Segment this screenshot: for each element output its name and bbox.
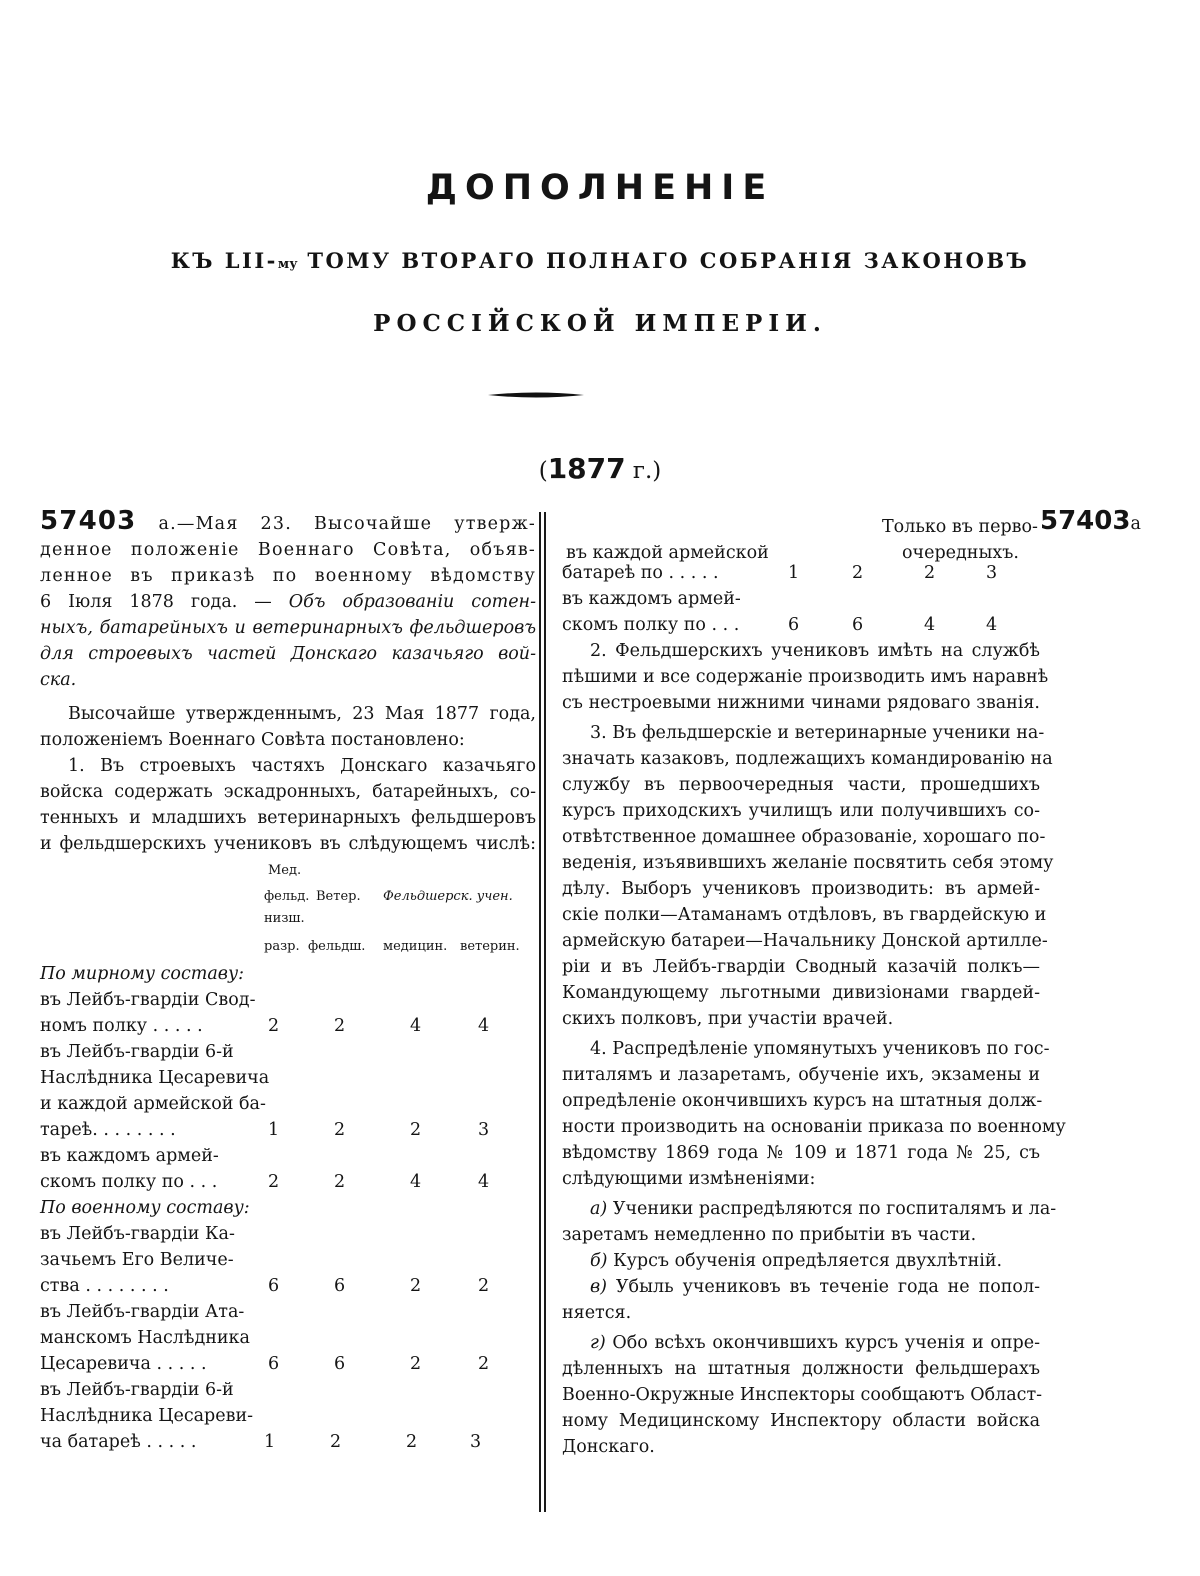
cell-value: 4 xyxy=(986,615,998,635)
row-line xyxy=(40,1429,536,1455)
subtitle-ordinal: му xyxy=(277,257,298,272)
row-line xyxy=(40,1143,536,1169)
entry-heading-line xyxy=(40,508,536,537)
text-line: Высочайше утвержденнымъ, 23 Мая 1877 года, xyxy=(68,704,536,724)
text-line: скихъ полковъ, при участіи врачей. xyxy=(562,1009,894,1029)
row-line xyxy=(40,1351,536,1377)
cell-value: 1 xyxy=(788,563,800,583)
text-line: ска. xyxy=(40,670,77,690)
cell-value: 2 xyxy=(334,1120,346,1140)
text-line xyxy=(40,589,536,615)
item-a xyxy=(562,1196,1057,1248)
row-line xyxy=(40,1377,536,1403)
table-row xyxy=(40,987,536,1039)
text-line: курсъ приходскихъ училищъ или получившихъ со- xyxy=(562,801,1040,821)
left-column xyxy=(40,508,536,1455)
row-line xyxy=(40,1273,536,1299)
text-line: съ нестроевыми нижними чинами рядоваго званія. xyxy=(562,693,1040,713)
cell-value: 4 xyxy=(410,1172,422,1192)
text-span: 6 Іюля 1878 года. — xyxy=(40,592,289,612)
document-subtitle-2: РОССІЙСКОЙ ИМПЕРІИ. xyxy=(373,310,827,337)
cell-value: 3 xyxy=(986,563,998,583)
item-label: в) xyxy=(590,1277,608,1297)
text-line: 2. Фельдшерскихъ учениковъ имѣть на службѣ xyxy=(590,641,1040,661)
row-line xyxy=(40,1013,536,1039)
row-line xyxy=(40,1221,536,1247)
year-open: ( xyxy=(538,458,548,484)
document-subtitle xyxy=(0,248,1200,273)
cell-value: 6 xyxy=(852,615,864,635)
document-title: ДОПОЛНЕНІЕ xyxy=(425,168,775,208)
row-line xyxy=(40,1299,536,1325)
cell-value: 2 xyxy=(410,1276,422,1296)
row-label: манскомъ Наслѣдника xyxy=(40,1328,250,1348)
paragraph-4 xyxy=(562,1036,1066,1192)
cell-value: 2 xyxy=(268,1016,280,1036)
text-line: 4. Распредѣленіе упомянутыхъ учениковъ по гос- xyxy=(590,1039,1050,1059)
row-label: номъ полку . . . . . xyxy=(40,1016,203,1036)
text-span: Ученики распредѣляются по госпиталямъ и ла- xyxy=(607,1199,1057,1219)
row-label: скомъ полку по . . . xyxy=(562,615,740,635)
header-cell: медицин. xyxy=(383,939,448,954)
text-line xyxy=(562,1274,1040,1300)
section-label: По военному составу: xyxy=(40,1198,250,1218)
paragraph-3 xyxy=(562,720,1054,1032)
table-row xyxy=(40,1299,536,1377)
text-line: ности производить на основаніи приказа по военному xyxy=(562,1117,1066,1137)
header-cell: Фельдшерск. учен. xyxy=(383,889,513,904)
text-line xyxy=(562,1330,1040,1356)
cell-value: 3 xyxy=(470,1432,482,1452)
cell-value: 2 xyxy=(330,1432,342,1452)
row-label: въ каждомъ армей- xyxy=(562,589,741,609)
row-label: тареѣ. . . . . . . . xyxy=(40,1120,176,1140)
cell-value: 2 xyxy=(410,1120,422,1140)
row-line xyxy=(562,586,1162,612)
cell-value: 1 xyxy=(264,1432,276,1452)
row-line xyxy=(40,1247,536,1273)
cell-value: 6 xyxy=(268,1276,280,1296)
text-line: вѣдомству 1869 года № 109 и 1871 года № 25, съ xyxy=(562,1143,1040,1163)
text-line: 1. Въ строевыхъ частяхъ Донскаго казачьяго xyxy=(68,756,536,776)
text-line: няется. xyxy=(562,1303,632,1323)
row-line xyxy=(40,1091,536,1117)
header-cell: Мед. xyxy=(268,863,302,878)
item-g xyxy=(562,1330,1043,1460)
row-line xyxy=(40,987,536,1013)
running-doc-number xyxy=(1040,508,1141,537)
table-group-war xyxy=(40,1221,536,1455)
row-line xyxy=(40,1403,536,1429)
section-label: По мирному составу: xyxy=(40,964,245,984)
text-line: скіе полки—Атаманамъ отдѣловъ, въ гвардейскую и xyxy=(562,905,1047,925)
note-only-first-line: Только въ перво- xyxy=(882,517,1038,537)
text-line: пѣшими и все содержаніе производить имъ наравнѣ xyxy=(562,667,1049,687)
text-line: ленное въ приказѣ по военному вѣдомству xyxy=(40,566,536,586)
cell-value: 6 xyxy=(268,1354,280,1374)
header-cell: низш. xyxy=(264,911,305,926)
table-row xyxy=(562,560,1162,586)
text-line: питалямъ и лазаретамъ, обученіе ихъ, экзамены и xyxy=(562,1065,1040,1085)
text-line: дѣленныхъ на штатныя должности фельдшерахъ xyxy=(562,1359,1040,1379)
running-header xyxy=(562,506,1162,563)
text-line: заретамъ немедленно по прибытіи въ части. xyxy=(562,1225,977,1245)
doc-number-text: 57403 xyxy=(1040,506,1131,536)
cell-value: 2 xyxy=(334,1016,346,1036)
cell-value: 2 xyxy=(478,1354,490,1374)
row-label: Наслѣдника Цесареви- xyxy=(40,1406,254,1426)
row-label: въ Лейбъ-гвардіи Свод- xyxy=(40,990,256,1010)
text-line: а.—Мая 23. Высочайше утверж- xyxy=(158,514,536,534)
text-span: Убыль учениковъ въ теченіе года не попол- xyxy=(607,1277,1040,1297)
row-label: Наслѣдника Цесаревича xyxy=(40,1068,270,1088)
table-row xyxy=(40,1143,536,1195)
row-line xyxy=(562,560,1162,586)
item-b xyxy=(562,1248,1040,1274)
table-row xyxy=(40,1377,536,1455)
table-header xyxy=(40,861,536,961)
text-line: отвѣтственное домашнее образованіе, хорошаго по- xyxy=(562,827,1046,847)
text-line: веденія, изъявившихъ желаніе посвятить себя этому xyxy=(562,853,1054,873)
row-line xyxy=(40,1169,536,1195)
cell-value: 2 xyxy=(334,1172,346,1192)
cell-value: 6 xyxy=(334,1354,346,1374)
cell-value: 2 xyxy=(478,1276,490,1296)
text-span: Курсъ обученія опредѣляется двухлѣтній. xyxy=(607,1251,1003,1271)
cell-value: 4 xyxy=(410,1016,422,1036)
doc-number-suffix: а xyxy=(1130,514,1141,534)
note-only-first-line-2: очередныхъ. xyxy=(902,543,1019,563)
cell-value: 2 xyxy=(852,563,864,583)
text-line: для строевыхъ частей Донскаго казачьяго вой- xyxy=(40,644,536,664)
column-divider xyxy=(539,512,547,1512)
cell-value: 2 xyxy=(268,1172,280,1192)
row-line xyxy=(40,1325,536,1351)
text-line: службу въ первоочередныя части, прошедшихъ xyxy=(562,775,1040,795)
text-line: значать казаковъ, подлежащихъ командированію на xyxy=(562,749,1053,769)
cell-value: 6 xyxy=(334,1276,346,1296)
year-heading xyxy=(0,452,1200,485)
row-label: ства . . . . . . . . xyxy=(40,1276,169,1296)
text-line xyxy=(562,1248,1040,1274)
text-line: войска содержать эскадронныхъ, батарейныхъ, со- xyxy=(40,782,536,802)
cell-value: 4 xyxy=(924,615,936,635)
row-label: въ каждой армейской xyxy=(566,543,769,563)
header-cell: фельдш. xyxy=(308,939,366,954)
text-line: армейскую батареи—Начальнику Донской артилле- xyxy=(562,931,1048,951)
text-line: Военно-Окружные Инспекторы сообщаютъ Област- xyxy=(562,1385,1043,1405)
row-line xyxy=(562,612,1162,638)
text-span: Обо всѣхъ окончившихъ курсъ ученія и опре- xyxy=(605,1333,1040,1353)
header-cell: ветерин. xyxy=(460,939,520,954)
cell-value: 6 xyxy=(788,615,800,635)
table-row xyxy=(40,1221,536,1299)
row-line xyxy=(40,1117,536,1143)
row-line xyxy=(40,1065,536,1091)
item-v xyxy=(562,1274,1040,1326)
header-cell: разр. xyxy=(264,939,300,954)
row-label: въ каждомъ армей- xyxy=(40,1146,219,1166)
row-label: въ Лейбъ-гвардіи 6-й xyxy=(40,1042,234,1062)
table-row xyxy=(562,586,1162,638)
text-line: ныхъ, батарейныхъ и ветеринарныхъ фельдшеровъ xyxy=(40,618,536,638)
text-line: дѣлу. Выборъ учениковъ производить: въ армей- xyxy=(562,879,1040,899)
text-line: 3. Въ фельдшерскіе и ветеринарные ученики на- xyxy=(590,723,1045,743)
header-cell: фельд. xyxy=(264,889,310,904)
document-number: 57403 xyxy=(40,506,137,536)
row-label: ча батареѣ . . . . . xyxy=(40,1432,197,1452)
text-line: Командующему льготными дивизіонами гвардей- xyxy=(562,983,1040,1003)
text-line: тенныхъ и младшихъ ветеринарныхъ фельдшеровъ xyxy=(40,808,536,828)
text-line: опредѣленіе окончившихъ курсъ на штатныя долж- xyxy=(562,1091,1043,1111)
text-line: и фельдшерскихъ учениковъ въ слѣдующемъ числѣ: xyxy=(40,834,536,854)
year-number: 1877 xyxy=(547,452,626,485)
cell-value: 3 xyxy=(478,1120,490,1140)
row-label: батареѣ по . . . . . xyxy=(562,563,719,583)
row-label: въ Лейбъ-гвардіи Ата- xyxy=(40,1302,245,1322)
text-line: денное положеніе Военнаго Совѣта, объяв- xyxy=(40,540,536,560)
text-line: ному Медицинскому Инспектору области войска xyxy=(562,1411,1040,1431)
cell-value: 2 xyxy=(406,1432,418,1452)
paragraph-2 xyxy=(562,638,1049,716)
cell-value: 4 xyxy=(478,1172,490,1192)
cell-value: 2 xyxy=(924,563,936,583)
row-label: зачьемъ Его Величе- xyxy=(40,1250,234,1270)
row-label: и каждой армейской ба- xyxy=(40,1094,266,1114)
right-column xyxy=(562,508,1162,1460)
table-row xyxy=(40,1039,536,1143)
text-span: Объ образованіи сотен- xyxy=(288,592,536,612)
subtitle-part-2: ТОМУ ВТОРАГО ПОЛНАГО СОБРАНІЯ ЗАКОНОВЪ xyxy=(297,248,1030,273)
text-line: ріи и въ Лейбъ-гвардіи Сводный казачій полкъ— xyxy=(562,957,1040,977)
row-label: Цесаревича . . . . . xyxy=(40,1354,207,1374)
row-label: скомъ полку по . . . xyxy=(40,1172,218,1192)
row-label: въ Лейбъ-гвардіи Ка- xyxy=(40,1224,235,1244)
table-group-peace xyxy=(40,987,536,1195)
cell-value: 1 xyxy=(268,1120,280,1140)
text-line: положеніемъ Военнаго Совѣта постановлено: xyxy=(40,730,465,750)
ornamental-rule xyxy=(488,386,584,404)
item-label: а) xyxy=(590,1199,608,1219)
row-label: въ Лейбъ-гвардіи 6-й xyxy=(40,1380,234,1400)
year-close: г.) xyxy=(625,458,662,484)
text-line xyxy=(562,1196,1057,1222)
text-line: Донскаго. xyxy=(562,1437,655,1457)
item-label: б) xyxy=(590,1251,608,1271)
cell-value: 2 xyxy=(410,1354,422,1374)
item-label: г) xyxy=(590,1333,606,1353)
header-cell: Ветер. xyxy=(316,889,361,904)
cell-value: 4 xyxy=(478,1016,490,1036)
subtitle-part-1: КЪ LII- xyxy=(170,248,278,273)
text-line: слѣдующими измѣненіями: xyxy=(562,1169,816,1189)
row-line xyxy=(40,1039,536,1065)
